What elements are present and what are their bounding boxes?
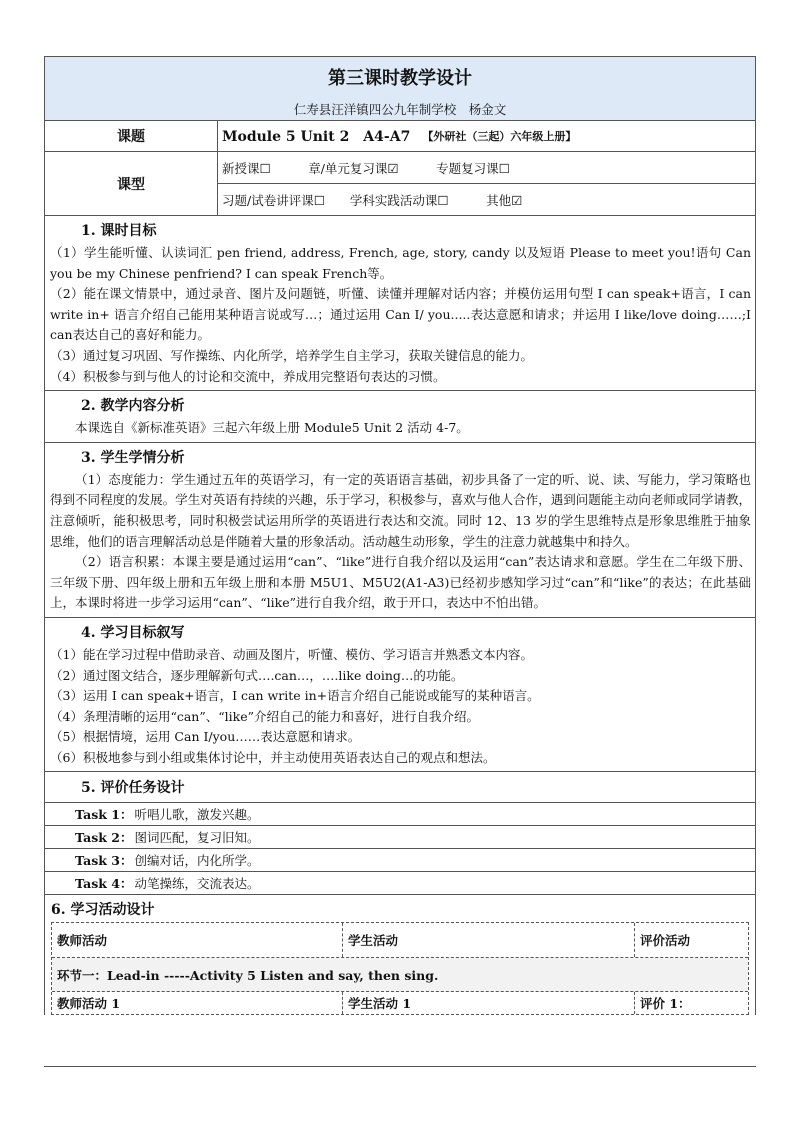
section-title: 4. 学习目标叙写 bbox=[81, 624, 185, 641]
task-label: Task 1： bbox=[75, 807, 133, 823]
goal-item: （1）能在学习过程中借助录音、动画及图片，听懂、模仿、学习语言并熟悉文本内容。 bbox=[50, 646, 533, 662]
section-lesson-objectives bbox=[45, 216, 755, 391]
goal-item: （5）根据情境，运用 Can I/you……表达意愿和请求。 bbox=[50, 729, 361, 745]
lesson-plan-table bbox=[44, 56, 756, 1015]
stage-1-title: 环节一：Lead-in -----Activity 5 Listen and say, then sing. bbox=[57, 967, 439, 983]
section-content-analysis bbox=[45, 391, 755, 443]
task-text: 听唱儿歌，激发兴趣。 bbox=[134, 807, 260, 823]
analysis-paragraph: （1）态度能力：学生通过五年的英语学习，有一定的英语语言基础，初步具备了一定的听、说、读、写能力，学习策略也得到不同程度的发展。学生对英语有持续的兴趣，乐于学习，积极参与，喜欢与他人合作，遇到问题能主动向老师或同学请教，注意倾听，能积极思考，同时积极尝试运用所学的英语进行表达和交流。同时 12、13 岁的学生思维特点是形象思维胜于抽象思维，他们的语言理解活动总是伴随着大量的形象活动。活动越生动形象，学生的注意力就越集中和持久。 bbox=[50, 471, 751, 549]
topic-value: Module 5 Unit 2 A4-A7 bbox=[222, 129, 411, 145]
topic-tag: 【外研社（三起）六年级上册】 bbox=[422, 130, 577, 143]
section-title: 5. 评价任务设计 bbox=[81, 780, 185, 797]
analysis-paragraph: （2）语言积累：本课主要是通过运用“can”、“like”进行自我介绍以及运用“can”表达请求和意愿。学生在二年级下册、三年级下册、四年级上册和五年级上册和本册 M5U1、M5U2(A1-A3)已经初步感知学习过“can”和“like”的表达；在此基础上，本课时将进一步学习运用“can”、“like”进行自我介绍，敢于开口，表达中不怕出错。 bbox=[50, 554, 751, 611]
type-options-row-2: 习题/试卷讲评课☐ 学科实践活动课☐ 其他☑ bbox=[222, 192, 523, 208]
goal-item: （4）条理清晰的运用“can”、“like”介绍自己的能力和喜好，进行自我介绍。 bbox=[50, 708, 479, 724]
task-text: 图词匹配，复习旧知。 bbox=[134, 830, 260, 846]
type-options-row-1: 新授课☐ 章/单元复习课☑ 专题复习课☐ bbox=[218, 152, 755, 184]
objective-item: （3）通过复习巩固、写作操练、内化所学，培养学生自主学习，获取关键信息的能力。 bbox=[50, 347, 533, 363]
activity-header-row bbox=[52, 923, 748, 958]
topic-row bbox=[45, 121, 755, 152]
student-activity-1: 学生活动 1 bbox=[343, 992, 635, 1014]
section-student-analysis bbox=[45, 443, 755, 618]
task-row bbox=[45, 872, 755, 895]
col-evaluation-activity: 评价活动 bbox=[640, 933, 691, 949]
objective-item: （2）能在课文情景中，通过录音、图片及问题链，听懂、读懂并理解对话内容；并模仿运用句型 I can speak+语言，I can write in+ 语言介绍自己能用某种语言说或写…；通过运用 Can I/ you.....表达意愿和请求；并运用 I like/love doing……;I can表达自己的喜好和能力。 bbox=[50, 286, 751, 343]
goal-item: （3）运用 I can speak+语言，I can write in+语言介绍自己能说或能写的某种语言。 bbox=[50, 688, 540, 704]
section-activity-design-title: 6. 学习活动设计 bbox=[51, 901, 155, 918]
table-bottom-border bbox=[44, 1066, 756, 1067]
topic-label: 课题 bbox=[45, 121, 218, 151]
task-label: Task 2： bbox=[75, 830, 133, 846]
task-label: Task 4： bbox=[75, 876, 133, 892]
type-value-cell bbox=[218, 152, 755, 215]
activity-sub-header-row bbox=[52, 992, 748, 1014]
teacher-activity-1: 教师活动 1 bbox=[52, 992, 343, 1014]
objective-item: （1）学生能听懂、认读词汇 pen friend, address, French, age, story, candy 以及短语 Please to meet you!语句 Can you be my Chinese penfriend? I can speak French等。 bbox=[50, 245, 751, 281]
lesson-plan-document bbox=[44, 56, 756, 1015]
title-block bbox=[45, 57, 755, 121]
evaluation-1: 评价 1： bbox=[640, 996, 691, 1012]
task-row bbox=[45, 849, 755, 872]
task-row bbox=[45, 803, 755, 826]
section-evaluation-tasks bbox=[45, 772, 755, 803]
task-row bbox=[45, 826, 755, 849]
page-title: 第三课时教学设计 bbox=[328, 68, 472, 89]
topic-value-cell bbox=[218, 121, 755, 151]
type-row bbox=[45, 152, 755, 216]
task-label: Task 3： bbox=[75, 853, 133, 869]
goal-item: （2）通过图文结合，逐步理解新句式….can…，….like doing…的功能。 bbox=[50, 667, 464, 683]
section-learning-goals bbox=[45, 618, 755, 773]
section-title: 2. 教学内容分析 bbox=[81, 398, 185, 415]
activity-design-table bbox=[51, 922, 749, 1015]
author-line: 仁寿县汪洋镇四公九年制学校 杨金文 bbox=[293, 102, 507, 117]
col-teacher-activity: 教师活动 bbox=[52, 923, 343, 957]
section-title: 1. 课时目标 bbox=[81, 223, 157, 239]
content-analysis-text: 本课选自《新标准英语》三起六年级上册 Module5 Unit 2 活动 4-7。 bbox=[75, 420, 469, 436]
task-text: 创编对话，内化所学。 bbox=[134, 853, 260, 869]
goal-item: （6）积极地参与到小组或集体讨论中，并主动使用英语表达自己的观点和想法。 bbox=[50, 749, 496, 765]
objective-item: （4）积极参与到与他人的讨论和交流中，养成用完整语句表达的习惯。 bbox=[50, 368, 446, 384]
col-student-activity: 学生活动 bbox=[343, 923, 635, 957]
stage-row bbox=[52, 958, 748, 992]
task-text: 动笔操练，交流表达。 bbox=[134, 876, 260, 892]
type-label: 课型 bbox=[45, 152, 218, 215]
section-title: 3. 学生学情分析 bbox=[81, 449, 185, 466]
